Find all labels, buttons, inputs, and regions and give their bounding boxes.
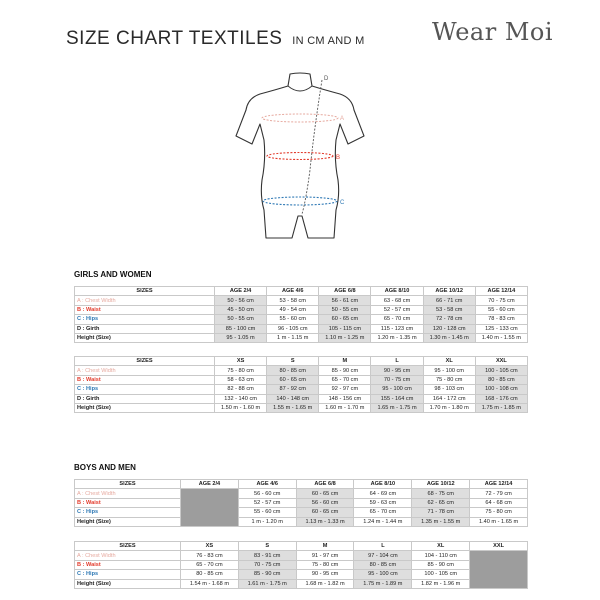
header-cell: AGE 10/12 bbox=[412, 480, 470, 489]
title-main: SIZE CHART TEXTILES bbox=[66, 28, 283, 49]
cell: 50 - 55 cm bbox=[215, 315, 267, 324]
section-girls-heading: GIRLS AND WOMEN bbox=[74, 270, 152, 279]
cell: 100 - 105 cm bbox=[475, 366, 527, 375]
cell: 72 - 78 cm bbox=[423, 315, 475, 324]
cell: 58 - 63 cm bbox=[215, 375, 267, 384]
cell: 155 - 164 cm bbox=[371, 394, 423, 403]
cell: 120 - 128 cm bbox=[423, 324, 475, 333]
table-row bbox=[75, 517, 528, 526]
table-row bbox=[75, 366, 528, 375]
cell: 71 - 78 cm bbox=[412, 508, 470, 517]
label-c: C bbox=[340, 200, 345, 206]
cell: 1.50 m - 1.60 m bbox=[215, 403, 267, 412]
header-cell: SIZES bbox=[75, 287, 215, 296]
cell: 75 - 80 cm bbox=[470, 508, 528, 517]
header-cell: XL bbox=[412, 542, 470, 551]
cell: 55 - 60 cm bbox=[238, 508, 296, 517]
cell: 90 - 95 cm bbox=[296, 570, 354, 579]
cell: 1.82 m - 1.96 m bbox=[412, 579, 470, 588]
girls-size-table bbox=[74, 356, 528, 413]
row-label: A : Chest Width bbox=[75, 366, 215, 375]
row-label: B : Waist bbox=[75, 560, 181, 569]
cell: 64 - 69 cm bbox=[354, 489, 412, 498]
row-label: C : Hips bbox=[75, 315, 215, 324]
cell: 1.68 m - 1.82 m bbox=[296, 579, 354, 588]
cell: 1.30 m - 1.45 m bbox=[423, 333, 475, 342]
cell: 49 - 54 cm bbox=[267, 305, 319, 314]
label-b: B bbox=[336, 155, 341, 161]
cell: 52 - 57 cm bbox=[238, 498, 296, 507]
cell: 95 - 1.05 m bbox=[215, 333, 267, 342]
cell: 95 - 100 cm bbox=[354, 570, 412, 579]
header-cell: AGE 6/8 bbox=[319, 287, 371, 296]
header-cell: AGE 10/12 bbox=[423, 287, 475, 296]
unavailable-cell bbox=[181, 489, 239, 527]
table-row bbox=[75, 394, 528, 403]
cell: 87 - 92 cm bbox=[267, 385, 319, 394]
unavailable-cell bbox=[470, 551, 528, 589]
header-cell: XXL bbox=[475, 357, 527, 366]
cell: 1.10 m - 1.25 m bbox=[319, 333, 371, 342]
cell: 63 - 68 cm bbox=[371, 296, 423, 305]
table-header-row bbox=[75, 480, 528, 489]
cell: 56 - 60 cm bbox=[296, 498, 354, 507]
cell: 1.40 m - 1.65 m bbox=[470, 517, 528, 526]
cell: 104 - 110 cm bbox=[412, 551, 470, 560]
table-row bbox=[75, 403, 528, 412]
cell: 98 - 103 cm bbox=[423, 385, 475, 394]
cell: 1 m - 1.20 m bbox=[238, 517, 296, 526]
cell: 132 - 140 cm bbox=[215, 394, 267, 403]
table-row bbox=[75, 324, 528, 333]
cell: 70 - 75 cm bbox=[238, 560, 296, 569]
cell: 60 - 65 cm bbox=[319, 315, 371, 324]
cell: 115 - 123 cm bbox=[371, 324, 423, 333]
cell: 1.13 m - 1.33 m bbox=[296, 517, 354, 526]
cell: 1.55 m - 1.65 m bbox=[267, 403, 319, 412]
header-cell: AGE 12/14 bbox=[475, 287, 527, 296]
header-cell: L bbox=[354, 542, 412, 551]
table-row bbox=[75, 489, 528, 498]
header-cell: AGE 8/10 bbox=[354, 480, 412, 489]
cell: 100 - 108 cm bbox=[475, 385, 527, 394]
cell: 75 - 80 cm bbox=[215, 366, 267, 375]
row-label: D : Girth bbox=[75, 324, 215, 333]
page-title bbox=[66, 28, 365, 50]
cell: 76 - 83 cm bbox=[181, 551, 239, 560]
cell: 62 - 65 cm bbox=[412, 498, 470, 507]
table-row bbox=[75, 498, 528, 507]
header-cell: S bbox=[238, 542, 296, 551]
header-cell: M bbox=[319, 357, 371, 366]
cell: 1.70 m - 1.80 m bbox=[423, 403, 475, 412]
header-cell: XL bbox=[423, 357, 475, 366]
row-label: A : Chest Width bbox=[75, 489, 181, 498]
header-cell: XXL bbox=[470, 542, 528, 551]
header-cell: AGE 2/4 bbox=[181, 480, 239, 489]
header-cell: S bbox=[267, 357, 319, 366]
header-cell: AGE 12/14 bbox=[470, 480, 528, 489]
header-cell: XS bbox=[181, 542, 239, 551]
table-row bbox=[75, 305, 528, 314]
title-units: IN CM AND M bbox=[292, 35, 365, 47]
cell: 1.60 m - 1.70 m bbox=[319, 403, 371, 412]
cell: 70 - 75 cm bbox=[475, 296, 527, 305]
row-label: A : Chest Width bbox=[75, 296, 215, 305]
table-row bbox=[75, 551, 528, 560]
header-cell: AGE 4/6 bbox=[238, 480, 296, 489]
table-row bbox=[75, 560, 528, 569]
cell: 65 - 70 cm bbox=[371, 315, 423, 324]
section-boys-heading: BOYS AND MEN bbox=[74, 463, 136, 472]
row-label: Height (Size) bbox=[75, 333, 215, 342]
cell: 53 - 58 cm bbox=[423, 305, 475, 314]
cell: 83 - 91 cm bbox=[238, 551, 296, 560]
row-label: C : Hips bbox=[75, 570, 181, 579]
cell: 85 - 90 cm bbox=[412, 560, 470, 569]
cell: 80 - 85 cm bbox=[354, 560, 412, 569]
cell: 91 - 97 cm bbox=[296, 551, 354, 560]
row-label: B : Waist bbox=[75, 375, 215, 384]
table-row bbox=[75, 385, 528, 394]
cell: 50 - 56 cm bbox=[215, 296, 267, 305]
table-row bbox=[75, 315, 528, 324]
header-cell: AGE 6/8 bbox=[296, 480, 354, 489]
brand-logo: Wear Moi bbox=[432, 18, 554, 46]
cell: 55 - 60 cm bbox=[267, 315, 319, 324]
cell: 96 - 105 cm bbox=[267, 324, 319, 333]
header-cell: SIZES bbox=[75, 542, 181, 551]
cell: 80 - 85 cm bbox=[267, 366, 319, 375]
cell: 168 - 176 cm bbox=[475, 394, 527, 403]
cell: 70 - 75 cm bbox=[371, 375, 423, 384]
header-cell: AGE 8/10 bbox=[371, 287, 423, 296]
cell: 164 - 172 cm bbox=[423, 394, 475, 403]
girls-age-table bbox=[74, 286, 528, 343]
cell: 75 - 80 cm bbox=[296, 560, 354, 569]
cell: 105 - 115 cm bbox=[319, 324, 371, 333]
cell: 82 - 88 cm bbox=[215, 385, 267, 394]
cell: 65 - 70 cm bbox=[354, 508, 412, 517]
cell: 90 - 95 cm bbox=[371, 366, 423, 375]
row-label: D : Girth bbox=[75, 394, 215, 403]
cell: 60 - 65 cm bbox=[296, 489, 354, 498]
cell: 52 - 57 cm bbox=[371, 305, 423, 314]
boys-age-table bbox=[74, 479, 528, 527]
table-row bbox=[75, 333, 528, 342]
cell: 140 - 148 cm bbox=[267, 394, 319, 403]
row-label: Height (Size) bbox=[75, 403, 215, 412]
row-label: B : Waist bbox=[75, 498, 181, 507]
row-label: C : Hips bbox=[75, 385, 215, 394]
cell: 1.75 m - 1.89 m bbox=[354, 579, 412, 588]
cell: 148 - 156 cm bbox=[319, 394, 371, 403]
cell: 59 - 63 cm bbox=[354, 498, 412, 507]
table-row bbox=[75, 508, 528, 517]
cell: 45 - 50 cm bbox=[215, 305, 267, 314]
cell: 100 - 105 cm bbox=[412, 570, 470, 579]
cell: 80 - 85 cm bbox=[181, 570, 239, 579]
header-cell: M bbox=[296, 542, 354, 551]
table-row bbox=[75, 579, 528, 588]
cell: 1.65 m - 1.75 m bbox=[371, 403, 423, 412]
cell: 66 - 71 cm bbox=[423, 296, 475, 305]
table-header-row bbox=[75, 287, 528, 296]
table-row bbox=[75, 296, 528, 305]
boys-size-table bbox=[74, 541, 528, 589]
cell: 65 - 70 cm bbox=[319, 375, 371, 384]
cell: 75 - 80 cm bbox=[423, 375, 475, 384]
cell: 95 - 100 cm bbox=[371, 385, 423, 394]
label-d: D bbox=[324, 76, 329, 82]
cell: 1.35 m - 1.55 m bbox=[412, 517, 470, 526]
cell: 85 - 90 cm bbox=[238, 570, 296, 579]
cell: 1.75 m - 1.85 m bbox=[475, 403, 527, 412]
cell: 60 - 65 cm bbox=[267, 375, 319, 384]
cell: 97 - 104 cm bbox=[354, 551, 412, 560]
row-label: Height (Size) bbox=[75, 517, 181, 526]
cell: 56 - 60 cm bbox=[238, 489, 296, 498]
header-cell: L bbox=[371, 357, 423, 366]
cell: 85 - 100 cm bbox=[215, 324, 267, 333]
table-header-row bbox=[75, 357, 528, 366]
row-label: B : Waist bbox=[75, 305, 215, 314]
table-row bbox=[75, 570, 528, 579]
cell: 72 - 79 cm bbox=[470, 489, 528, 498]
cell: 68 - 75 cm bbox=[412, 489, 470, 498]
header-cell: AGE 2/4 bbox=[215, 287, 267, 296]
cell: 95 - 100 cm bbox=[423, 366, 475, 375]
body-outline bbox=[236, 73, 364, 238]
body-measurement-figure bbox=[230, 70, 370, 245]
cell: 80 - 85 cm bbox=[475, 375, 527, 384]
header-cell: AGE 4/6 bbox=[267, 287, 319, 296]
header-cell: XS bbox=[215, 357, 267, 366]
table-header-row bbox=[75, 542, 528, 551]
table-row bbox=[75, 375, 528, 384]
cell: 1 m - 1.15 m bbox=[267, 333, 319, 342]
cell: 85 - 90 cm bbox=[319, 366, 371, 375]
cell: 64 - 68 cm bbox=[470, 498, 528, 507]
row-label: Height (Size) bbox=[75, 579, 181, 588]
row-label: A : Chest Width bbox=[75, 551, 181, 560]
cell: 1.40 m - 1.55 m bbox=[475, 333, 527, 342]
label-a: A bbox=[340, 116, 345, 122]
cell: 78 - 83 cm bbox=[475, 315, 527, 324]
cell: 56 - 61 cm bbox=[319, 296, 371, 305]
header-cell: SIZES bbox=[75, 357, 215, 366]
cell: 65 - 70 cm bbox=[181, 560, 239, 569]
cell: 1.61 m - 1.75 m bbox=[238, 579, 296, 588]
row-label: C : Hips bbox=[75, 508, 181, 517]
cell: 1.54 m - 1.68 m bbox=[181, 579, 239, 588]
header-cell: SIZES bbox=[75, 480, 181, 489]
cell: 53 - 58 cm bbox=[267, 296, 319, 305]
cell: 1.24 m - 1.44 m bbox=[354, 517, 412, 526]
cell: 60 - 65 cm bbox=[296, 508, 354, 517]
cell: 125 - 133 cm bbox=[475, 324, 527, 333]
cell: 92 - 97 cm bbox=[319, 385, 371, 394]
cell: 50 - 55 cm bbox=[319, 305, 371, 314]
cell: 1.20 m - 1.35 m bbox=[371, 333, 423, 342]
cell: 55 - 60 cm bbox=[475, 305, 527, 314]
